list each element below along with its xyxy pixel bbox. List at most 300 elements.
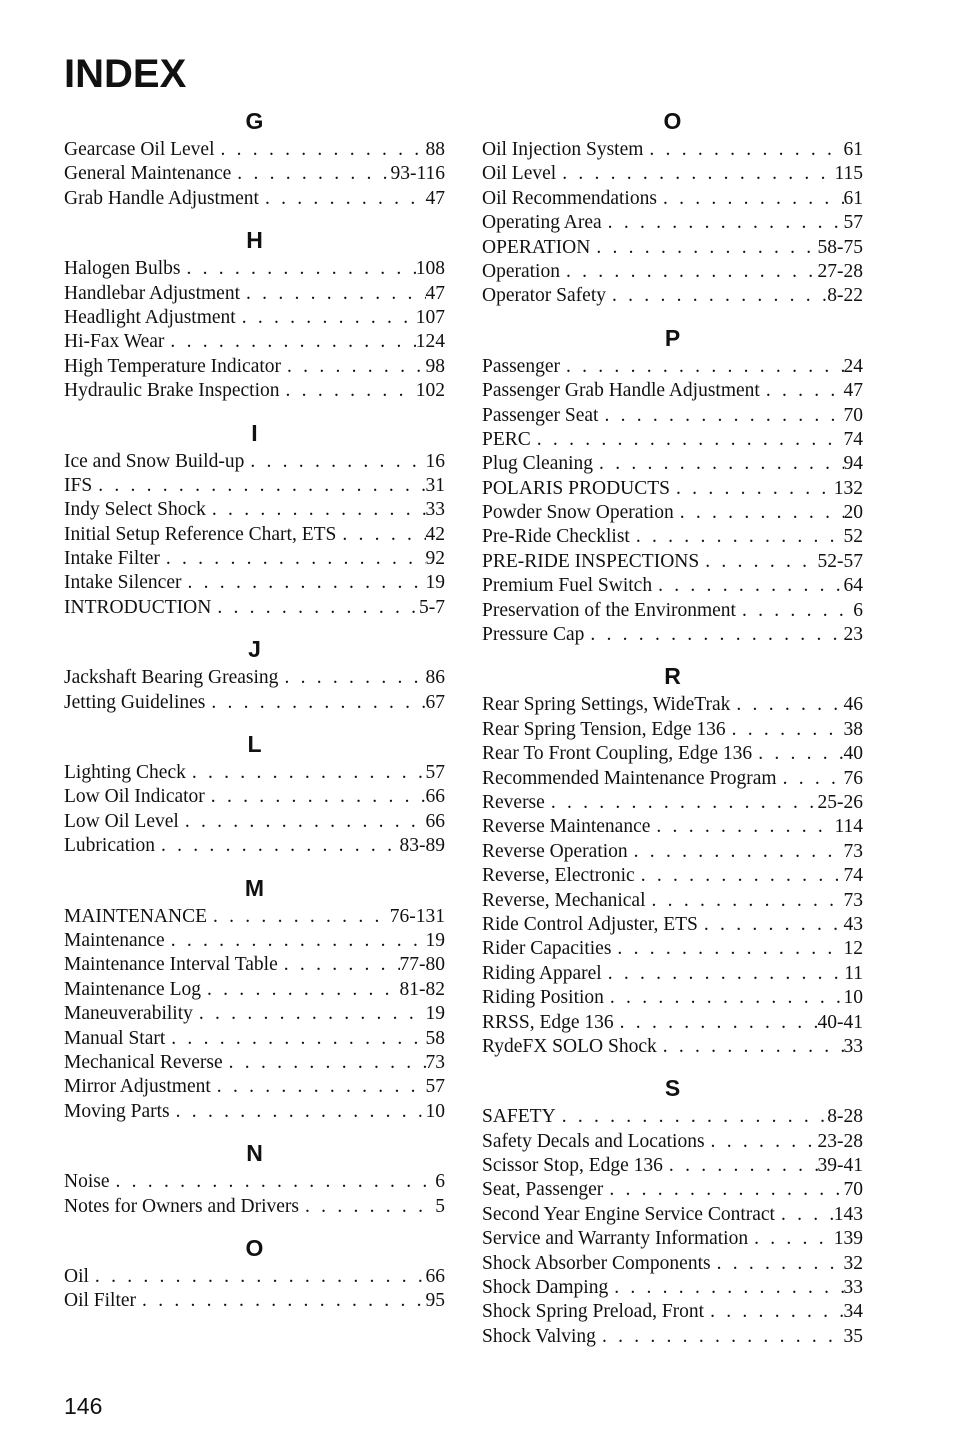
index-entry xyxy=(482,791,863,815)
entry-page: 73 xyxy=(843,840,863,862)
entry-label: Halogen Bulbs xyxy=(64,258,181,280)
entry-page: 66 xyxy=(425,786,445,808)
dot-leader xyxy=(336,523,425,547)
index-entry xyxy=(482,1252,863,1276)
dot-leader xyxy=(136,1289,425,1313)
entry-label: SAFETY xyxy=(482,1106,556,1128)
dot-leader xyxy=(259,187,426,211)
index-section-j xyxy=(64,632,445,715)
dot-leader xyxy=(160,547,426,571)
entry-label: Maintenance xyxy=(64,929,165,951)
dot-leader xyxy=(278,666,425,690)
index-entry xyxy=(64,978,445,1002)
index-entry xyxy=(64,498,445,522)
dot-leader xyxy=(211,1075,426,1099)
dot-leader xyxy=(207,905,390,929)
entry-page: 33 xyxy=(843,1035,863,1057)
section-letter: H xyxy=(246,227,263,254)
entry-label: Oil Injection System xyxy=(482,139,644,160)
dot-leader xyxy=(777,767,844,791)
dot-leader xyxy=(89,1265,426,1289)
index-entry xyxy=(482,1035,863,1059)
entry-page: 40-41 xyxy=(817,1011,863,1033)
entry-label: Maintenance Interval Table xyxy=(64,954,278,976)
index-entry xyxy=(482,525,863,549)
entry-page: 34 xyxy=(843,1301,863,1323)
dot-leader xyxy=(650,815,834,839)
entry-page: 38 xyxy=(843,718,863,740)
index-entry xyxy=(482,211,863,235)
index-entry xyxy=(64,379,445,403)
entry-label: Passenger Seat xyxy=(482,404,599,426)
entry-label: Passenger Grab Handle Adjustment xyxy=(482,380,760,402)
entry-label: Handlebar Adjustment xyxy=(64,282,241,304)
index-entry xyxy=(482,937,863,961)
index-entry-list xyxy=(64,666,445,715)
index-entry-list xyxy=(482,138,863,309)
entry-page: 39-41 xyxy=(817,1155,863,1177)
section-letter: J xyxy=(248,636,261,663)
entry-label: Recommended Maintenance Program xyxy=(482,767,777,789)
entry-label: Premium Fuel Switch xyxy=(482,575,653,597)
entry-label: Reverse Maintenance xyxy=(482,816,651,838)
entry-page: 16 xyxy=(425,450,445,472)
index-entry xyxy=(64,523,445,547)
dot-leader xyxy=(182,571,426,595)
entry-page: 94 xyxy=(843,453,863,475)
index-entry-list xyxy=(482,693,863,1059)
entry-label: Maintenance Log xyxy=(64,978,201,1000)
index-entry xyxy=(482,1325,863,1349)
index-entry xyxy=(64,162,445,186)
index-entry xyxy=(64,1002,445,1026)
dot-leader xyxy=(280,379,416,403)
dot-leader xyxy=(92,474,425,498)
entry-label: Pressure Cap xyxy=(482,624,585,646)
entry-label: Reverse, Electronic xyxy=(482,865,635,887)
entry-label: Rear Spring Tension, Edge 136 xyxy=(482,718,726,740)
entry-page: 57 xyxy=(843,212,863,234)
entry-page: 77-80 xyxy=(399,954,445,976)
index-section-r xyxy=(482,659,863,1059)
dot-leader xyxy=(211,596,419,620)
index-section-g xyxy=(64,104,445,211)
dot-leader xyxy=(560,260,818,284)
entry-label: OPERATION xyxy=(482,236,591,258)
entry-label: Shock Spring Preload, Front xyxy=(482,1301,705,1323)
dot-leader xyxy=(657,1035,844,1059)
entry-label: Pre-Ride Checklist xyxy=(482,526,630,548)
dot-leader xyxy=(240,282,425,306)
index-section-o xyxy=(64,1231,445,1314)
entry-label: Low Oil Level xyxy=(64,810,179,832)
entry-page: 35 xyxy=(843,1325,863,1347)
index-entry xyxy=(64,929,445,953)
entry-label: Riding Apparel xyxy=(482,962,602,984)
entry-page: 98 xyxy=(425,355,445,377)
entry-label: PRE-RIDE INSPECTIONS xyxy=(482,550,700,572)
entry-page: 124 xyxy=(415,331,445,353)
entry-page: 61 xyxy=(843,187,863,209)
index-entry xyxy=(482,693,863,717)
index-entry xyxy=(482,840,863,864)
dot-leader xyxy=(593,452,843,476)
index-section-i xyxy=(64,416,445,621)
entry-label: Lubrication xyxy=(64,835,155,857)
entry-page: 70 xyxy=(843,1179,863,1201)
index-entry xyxy=(64,355,445,379)
dot-leader xyxy=(635,864,844,888)
dot-leader xyxy=(584,623,843,647)
page-number: 146 xyxy=(64,1393,103,1419)
section-letter: P xyxy=(664,324,681,351)
section-letter: G xyxy=(245,108,264,134)
index-section-h xyxy=(64,223,445,403)
entry-label: Intake Silencer xyxy=(64,572,182,594)
entry-page: 23 xyxy=(843,624,863,646)
index-entry-list xyxy=(482,1105,863,1349)
dot-leader xyxy=(165,929,426,953)
entry-label: Mechanical Reverse xyxy=(64,1051,223,1073)
entry-page: 93-116 xyxy=(390,163,445,185)
index-entry-list xyxy=(64,761,445,859)
entry-label: Oil Filter xyxy=(64,1290,137,1312)
entry-label: Powder Snow Operation xyxy=(482,502,674,524)
dot-leader xyxy=(179,810,426,834)
index-entry xyxy=(482,599,863,623)
entry-page: 108 xyxy=(415,258,445,280)
index-entry xyxy=(64,666,445,690)
index-entry xyxy=(482,889,863,913)
dot-leader xyxy=(730,693,843,717)
dot-leader xyxy=(630,525,844,549)
page-title: INDEX xyxy=(64,52,187,96)
dot-leader xyxy=(201,978,400,1002)
entry-page: 6 xyxy=(853,599,863,621)
section-letter: O xyxy=(245,1234,264,1261)
dot-leader xyxy=(155,834,400,858)
entry-label: Headlight Adjustment xyxy=(64,306,236,328)
dot-leader xyxy=(674,501,844,525)
entry-page: 52 xyxy=(843,526,863,548)
dot-leader xyxy=(603,1178,843,1202)
index-section-o xyxy=(482,104,863,309)
index-entry xyxy=(482,913,863,937)
entry-label: Scissor Stop, Edge 136 xyxy=(482,1155,663,1177)
entry-label: Notes for Owners and Drivers xyxy=(64,1195,300,1217)
dot-leader xyxy=(775,1203,834,1227)
dot-leader xyxy=(236,306,416,330)
dot-leader xyxy=(705,1130,818,1154)
dot-leader xyxy=(531,428,844,452)
entry-page: 73 xyxy=(843,889,863,911)
dot-leader xyxy=(560,355,844,379)
entry-label: POLARIS PRODUCTS xyxy=(482,477,671,499)
index-entry xyxy=(482,477,863,501)
entry-label: Service and Warranty Information xyxy=(482,1228,749,1250)
entry-label: Moving Parts xyxy=(64,1100,170,1122)
dot-leader xyxy=(206,498,426,522)
entry-page: 47 xyxy=(425,282,445,304)
dot-leader xyxy=(590,236,817,260)
dot-leader xyxy=(657,187,844,211)
dot-leader xyxy=(748,1227,834,1251)
entry-page: 58-75 xyxy=(817,236,863,258)
entry-label: Initial Setup Reference Chart, ETS xyxy=(64,523,337,545)
index-entry xyxy=(482,550,863,574)
entry-page: 57 xyxy=(425,762,445,784)
index-entry xyxy=(482,962,863,986)
entry-label: Second Year Engine Service Contract xyxy=(482,1203,775,1225)
index-entry xyxy=(64,1195,445,1219)
entry-page: 12 xyxy=(843,938,863,960)
entry-label: RRSS, Edge 136 xyxy=(482,1011,614,1033)
entry-page: 33 xyxy=(843,1277,863,1299)
index-entry xyxy=(64,810,445,834)
section-letter: L xyxy=(247,731,262,758)
entry-label: Oil Recommendations xyxy=(482,187,657,209)
index-entry xyxy=(482,1130,863,1154)
entry-label: Low Oil Indicator xyxy=(64,786,205,808)
dot-leader xyxy=(604,986,844,1010)
index-entry-list xyxy=(64,450,445,621)
dot-leader xyxy=(698,913,844,937)
entry-page: 76-131 xyxy=(389,905,445,927)
index-entry xyxy=(482,404,863,428)
dot-leader xyxy=(180,257,415,281)
index-entry xyxy=(482,986,863,1010)
entry-label: Operator Safety xyxy=(482,285,606,307)
index-entry xyxy=(482,284,863,308)
dot-leader xyxy=(752,742,843,766)
index-entry xyxy=(482,1203,863,1227)
entry-page: 64 xyxy=(843,575,863,597)
dot-leader xyxy=(556,162,834,186)
index-entry xyxy=(64,1051,445,1075)
index-entry xyxy=(64,953,445,977)
entry-label: Lighting Check xyxy=(64,762,186,784)
index-entry xyxy=(64,1289,445,1313)
index-entry xyxy=(64,474,445,498)
index-entry xyxy=(64,834,445,858)
dot-leader xyxy=(165,1027,425,1051)
index-entry-list xyxy=(64,1170,445,1219)
dot-leader xyxy=(704,1300,843,1324)
entry-page: 57 xyxy=(425,1076,445,1098)
index-entry xyxy=(482,236,863,260)
index-entry-list xyxy=(64,1265,445,1314)
dot-leader xyxy=(244,450,425,474)
dot-leader xyxy=(726,718,844,742)
dot-leader xyxy=(711,1252,844,1276)
dot-leader xyxy=(205,691,425,715)
dot-leader xyxy=(670,477,834,501)
index-entry xyxy=(482,452,863,476)
entry-label: Mirror Adjustment xyxy=(64,1076,211,1098)
index-entry xyxy=(482,1105,863,1129)
index-entry xyxy=(482,718,863,742)
entry-page: 11 xyxy=(844,962,863,984)
entry-label: Hydraulic Brake Inspection xyxy=(64,380,280,402)
entry-page: 19 xyxy=(425,572,445,594)
dot-leader xyxy=(223,1051,426,1075)
dot-leader xyxy=(602,962,845,986)
entry-label: Riding Position xyxy=(482,987,604,1009)
entry-page: 74 xyxy=(843,428,863,450)
entry-page: 76 xyxy=(843,767,863,789)
dot-leader xyxy=(614,1011,818,1035)
entry-label: Ice and Snow Build-up xyxy=(64,450,245,472)
entry-page: 23-28 xyxy=(817,1130,863,1152)
entry-page: 42 xyxy=(425,523,445,545)
entry-page: 5-7 xyxy=(419,596,445,618)
dot-leader xyxy=(556,1105,828,1129)
entry-page: 43 xyxy=(843,913,863,935)
index-entry xyxy=(482,187,863,211)
dot-leader xyxy=(602,211,844,235)
entry-label: Noise xyxy=(64,1171,110,1193)
entry-label: Gearcase Oil Level xyxy=(64,139,215,160)
entry-label: Seat, Passenger xyxy=(482,1179,604,1201)
entry-label: Passenger xyxy=(482,355,560,377)
entry-page: 10 xyxy=(425,1100,445,1122)
section-letter: R xyxy=(664,663,681,690)
entry-label: Preservation of the Environment xyxy=(482,599,736,621)
section-letter: O xyxy=(663,108,682,134)
index-entry xyxy=(64,257,445,281)
entry-label: Rear Spring Settings, WideTrak xyxy=(482,694,731,716)
entry-page: 88 xyxy=(425,139,445,160)
entry-page: 139 xyxy=(833,1228,863,1250)
dot-leader xyxy=(646,889,844,913)
entry-label: Maneuverability xyxy=(64,1003,193,1025)
index-entry xyxy=(482,1227,863,1251)
index-entry xyxy=(482,162,863,186)
index-entry xyxy=(482,1178,863,1202)
index-entry xyxy=(64,691,445,715)
entry-page: 115 xyxy=(834,163,863,185)
index-entry xyxy=(64,1100,445,1124)
entry-label: Oil Level xyxy=(482,163,557,185)
index-entry xyxy=(482,864,863,888)
entry-page: 31 xyxy=(425,474,445,496)
entry-page: 32 xyxy=(843,1252,863,1274)
index-entry xyxy=(482,1300,863,1324)
entry-page: 25-26 xyxy=(817,791,863,813)
entry-label: Safety Decals and Locations xyxy=(482,1130,705,1152)
index-entry xyxy=(482,623,863,647)
entry-page: 92 xyxy=(425,548,445,570)
index-entry xyxy=(64,1265,445,1289)
entry-label: MAINTENANCE xyxy=(64,905,207,927)
index-entry xyxy=(64,1075,445,1099)
index-column-left xyxy=(64,104,445,1326)
dot-leader xyxy=(215,138,426,162)
index-entry xyxy=(64,187,445,211)
index-entry xyxy=(482,815,863,839)
index-entry xyxy=(64,450,445,474)
section-letter: I xyxy=(251,419,258,446)
entry-label: Rider Capacities xyxy=(482,938,612,960)
entry-page: 8-28 xyxy=(827,1106,863,1128)
entry-page: 19 xyxy=(425,1003,445,1025)
dot-leader xyxy=(164,330,415,354)
entry-page: 40 xyxy=(843,743,863,765)
entry-page: 6 xyxy=(435,1171,445,1193)
index-entry xyxy=(482,574,863,598)
dot-leader xyxy=(736,599,853,623)
entry-page: 52-57 xyxy=(817,550,863,572)
index-entry xyxy=(482,767,863,791)
entry-page: 8-22 xyxy=(827,285,863,307)
entry-page: 24 xyxy=(843,355,863,377)
entry-label: Shock Damping xyxy=(482,1277,609,1299)
entry-page: 114 xyxy=(834,816,863,838)
entry-label: RydeFX SOLO Shock xyxy=(482,1035,657,1057)
entry-label: IFS xyxy=(64,474,93,496)
index-entry-list xyxy=(64,257,445,403)
section-letter: M xyxy=(244,874,265,901)
entry-label: Reverse Operation xyxy=(482,840,628,862)
dot-leader xyxy=(278,953,400,977)
index-section-n xyxy=(64,1136,445,1219)
entry-page: 46 xyxy=(843,694,863,716)
entry-label: Ride Control Adjuster, ETS xyxy=(482,913,698,935)
entry-label: Shock Absorber Components xyxy=(482,1252,711,1274)
entry-page: 132 xyxy=(833,477,863,499)
entry-page: 70 xyxy=(843,404,863,426)
index-entry xyxy=(482,379,863,403)
index-entry xyxy=(64,596,445,620)
entry-page: 58 xyxy=(425,1027,445,1049)
index-section-m xyxy=(64,871,445,1125)
entry-page: 33 xyxy=(425,499,445,521)
entry-page: 5 xyxy=(435,1195,445,1217)
dot-leader xyxy=(281,355,425,379)
entry-page: 67 xyxy=(425,691,445,713)
dot-leader xyxy=(110,1170,436,1194)
dot-leader xyxy=(596,1325,844,1349)
entry-label: Reverse, Mechanical xyxy=(482,889,646,911)
index-entry xyxy=(482,355,863,379)
index-entry xyxy=(482,1011,863,1035)
index-entry xyxy=(482,428,863,452)
dot-leader xyxy=(663,1154,818,1178)
dot-leader xyxy=(299,1195,435,1219)
index-entry xyxy=(482,1154,863,1178)
index-entry xyxy=(64,306,445,330)
entry-label: INTRODUCTION xyxy=(64,596,212,618)
entry-page: 102 xyxy=(415,380,445,402)
index-entry xyxy=(482,260,863,284)
entry-page: 66 xyxy=(425,810,445,832)
entry-page: 27-28 xyxy=(817,260,863,282)
entry-label: Operating Area xyxy=(482,212,602,234)
entry-label: Reverse xyxy=(482,791,545,813)
dot-leader xyxy=(231,162,390,186)
dot-leader xyxy=(186,761,426,785)
entry-page: 95 xyxy=(425,1290,445,1312)
section-letter: S xyxy=(664,1075,681,1102)
index-entry xyxy=(482,742,863,766)
entry-page: 86 xyxy=(425,667,445,689)
entry-page: 73 xyxy=(425,1051,445,1073)
entry-label: General Maintenance xyxy=(64,163,232,185)
dot-leader xyxy=(760,379,844,403)
entry-page: 107 xyxy=(415,306,445,328)
entry-page: 47 xyxy=(425,187,445,209)
index-column-right xyxy=(482,104,863,1361)
